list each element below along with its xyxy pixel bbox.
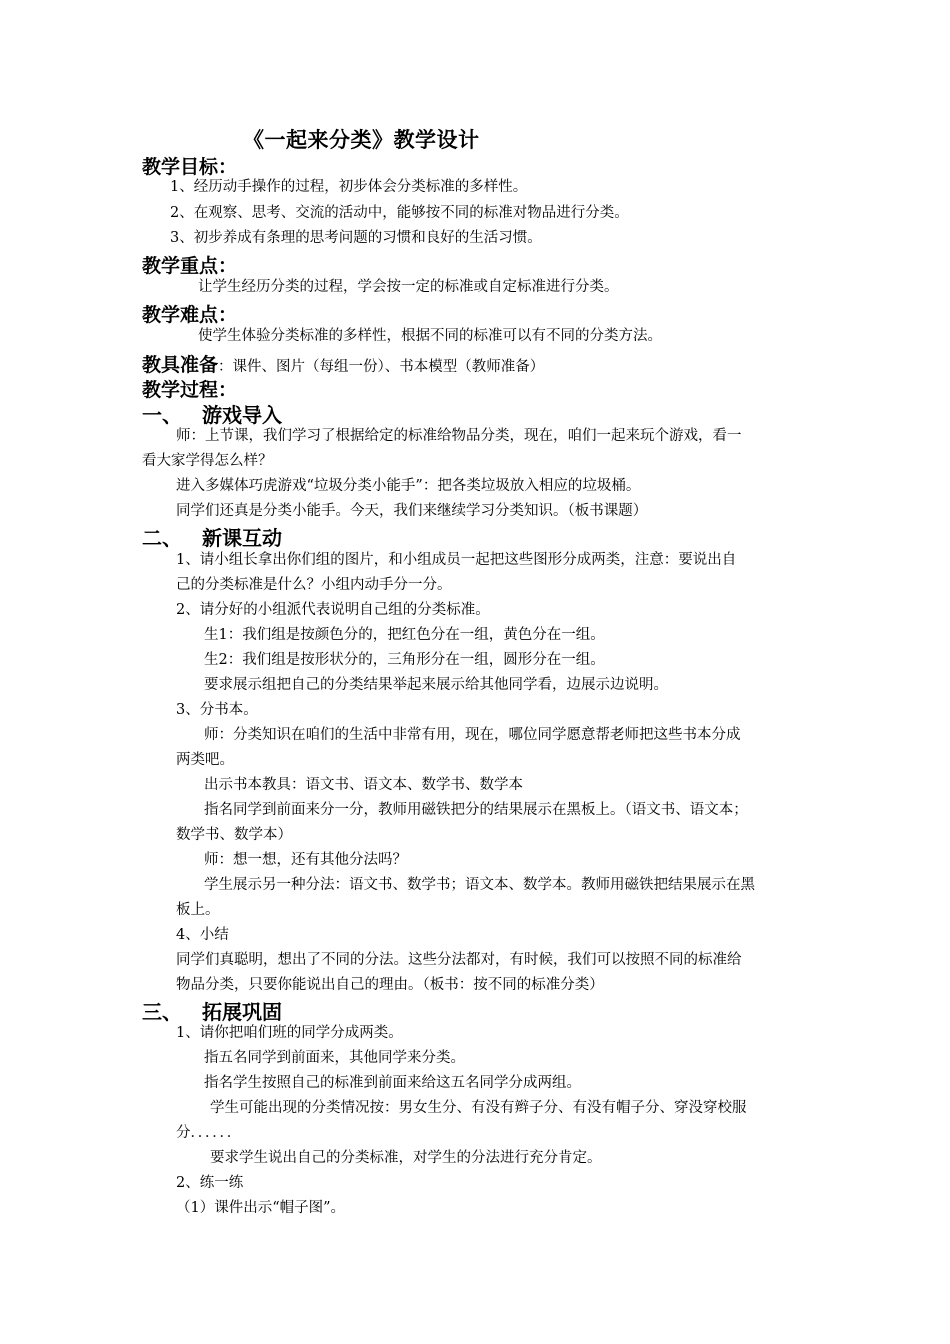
document-title: 《一起来分类》教学设计 [243,127,480,152]
section-heading [142,522,282,551]
section-title: 拓展巩固 [202,1000,282,1024]
body-line: 数学书、数学本） [176,827,292,843]
key-point-heading: 教学重点： [142,255,238,277]
body-line: 师：想一想，还有其他分法吗？ [204,852,407,868]
body-line: 师：上节课，我们学习了根据给定的标准给物品分类，现在，咱们一起来玩个游戏，看一 [176,428,742,444]
section-heading [142,399,282,428]
goal-item: 3、初步养成有条理的思考问题的习惯和良好的生活习惯。 [170,230,542,246]
section-title: 游戏导入 [202,403,282,427]
body-line: 进入多媒体巧虎游戏“垃圾分类小能手”：把各类垃圾放入相应的垃圾桶。 [176,478,641,494]
section-title: 新课互动 [202,526,282,550]
difficulty-heading: 教学难点： [142,304,238,326]
body-line: 看大家学得怎么样？ [142,453,273,469]
body-line: 要求展示组把自己的分类结果举起来展示给其他同学看，边展示边说明。 [204,677,668,693]
section-number: 三、 [142,1000,182,1024]
body-line: 指名同学到前面来分一分，教师用磁铁把分的结果展示在黑板上。（语文书、语文本； [204,802,748,818]
body-line: 1、请你把咱们班的同学分成两类。 [176,1025,403,1041]
body-line: 1、请小组长拿出你们组的图片，和小组成员一起把这些图形分成两类，注意：要说出自 [176,552,737,568]
body-line: 生2：我们组是按形状分的，三角形分在一组，圆形分在一组。 [204,652,605,668]
materials-heading: 教具准备 [142,354,219,376]
body-line: 己的分类标准是什么？小组内动手分一分。 [176,577,452,593]
body-line: 4、小结 [176,927,229,943]
section-number: 一、 [142,403,182,427]
section-number: 二、 [142,526,182,550]
goal-item: 2、在观察、思考、交流的活动中，能够按不同的标准对物品进行分类。 [170,205,629,221]
body-line: 学生展示另一种分法：语文书、数学书；语文本、数学本。教师用磁铁把结果展示在黑 [204,877,755,893]
body-line: 师：分类知识在咱们的生活中非常有用，现在，哪位同学愿意帮老师把这些书本分成 [204,727,741,743]
body-line: （1）课件出示“帽子图”。 [176,1200,346,1216]
section-heading [142,996,282,1025]
body-line: 出示书本教具：语文书、语文本、数学书、数学本 [204,777,523,793]
body-line: 生1：我们组是按颜色分的，把红色分在一组，黄色分在一组。 [204,627,605,643]
body-line: 两类吧。 [176,752,234,768]
materials-line [142,350,544,377]
process-heading: 教学过程： [142,379,238,401]
goal-item: 1、经历动手操作的过程，初步体会分类标准的多样性。 [170,179,528,195]
body-line: 指名学生按照自己的标准到前面来给这五名同学分成两组。 [204,1075,581,1091]
body-line: 分．．．．．． [176,1125,242,1141]
body-line: 2、练一练 [176,1175,244,1191]
body-line: 学生可能出现的分类情况按：男女生分、有没有辫子分、有没有帽子分、穿没穿校服 [210,1100,747,1116]
body-line: 2、请分好的小组派代表说明自己组的分类标准。 [176,602,490,618]
body-line: 3、分书本。 [176,702,258,718]
body-line: 指五名同学到前面来，其他同学来分类。 [204,1050,465,1066]
body-line: 要求学生说出自己的分类标准，对学生的分法进行充分肯定。 [210,1150,602,1166]
body-line: 板上。 [176,902,220,918]
key-point-text: 让学生经历分类的过程，学会按一定的标准或自定标准进行分类。 [198,279,619,295]
body-line: 物品分类，只要你能说出自己的理由。（板书：按不同的标准分类） [176,977,604,993]
body-line: 同学们还真是分类小能手。今天，我们来继续学习分类知识。（板书课题） [176,503,648,519]
body-line: 同学们真聪明，想出了不同的分法。这些分法都对，有时候，我们可以按照不同的标准给 [176,952,742,968]
difficulty-text: 使学生体验分类标准的多样性，根据不同的标准可以有不同的分类方法。 [198,328,662,344]
goals-heading: 教学目标： [142,156,238,178]
materials-text: ：课件、图片（每组一份）、书本模型（教师准备） [218,359,545,375]
